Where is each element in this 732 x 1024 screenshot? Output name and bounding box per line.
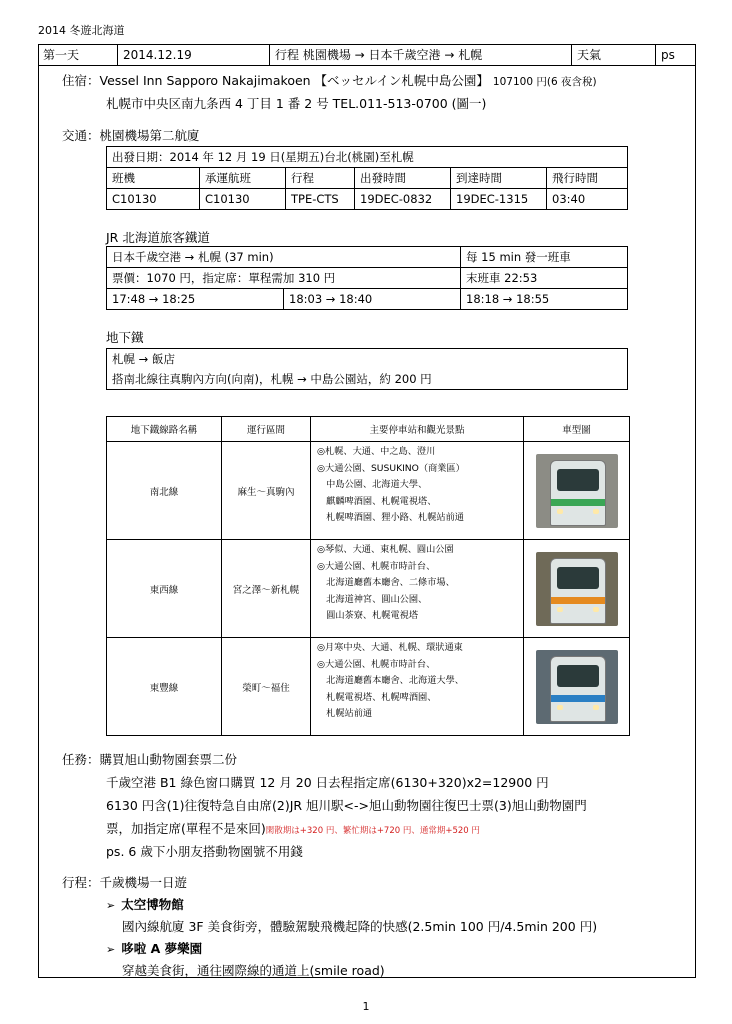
flight-cell: C10130 xyxy=(200,189,286,210)
flight-header-row xyxy=(107,168,628,189)
hotel-name: Vessel Inn Sapporo Nakajimakoen 【ベッセルイン札幌中島公園】 xyxy=(99,73,489,88)
jr-fare: 票價：1070 円，指定席：單程需加 310 円 xyxy=(107,268,461,289)
day-header-row xyxy=(38,44,696,66)
lodging-label: 住宿： xyxy=(62,73,100,88)
transport-title: 桃園機場第二航廈 xyxy=(99,128,200,143)
stop-line: 札幌電視塔、札幌啤酒園、 xyxy=(317,691,437,703)
flight-header-cell: 飛行時間 xyxy=(547,168,628,189)
route-text: 桃園機場 → 日本千歲空港 → 札幌 xyxy=(302,48,483,62)
hotel-price: 107100 円(6 夜含稅) xyxy=(492,76,597,88)
subway-line2: 搭南北線往真駒內方向(向南)，札幌 → 中島公園站，約 200 円 xyxy=(107,369,628,390)
itinerary-item-name: 太空博物館 xyxy=(121,897,184,912)
stop-line: ◎琴似、大通、東札幌、圓山公園 xyxy=(317,544,454,555)
subway-lines-table xyxy=(106,416,630,736)
train-image-cell xyxy=(524,540,630,638)
stop-line: 麒麟啤酒園、札幌電視塔、 xyxy=(317,495,437,507)
subway-header-cell: 運行區間 xyxy=(222,417,311,442)
line-stops xyxy=(311,540,524,638)
itinerary-item-name: 哆啦 A 夢樂園 xyxy=(121,941,203,956)
route-cell xyxy=(270,44,572,65)
stop-line: ◎大通公園、札幌市時計台、 xyxy=(317,658,436,670)
task-detail-2: 6130 円含(1)往復特急自由席(2)JR 旭川駅<->旭山動物園往復巴士票(3)旭山動物園門 xyxy=(106,798,587,813)
ps-cell: ps xyxy=(661,48,675,62)
subway-header-cell: 主要停車站和觀光景點 xyxy=(311,417,524,442)
stop-line: 圓山茶寮、札幌電視塔 xyxy=(317,610,419,621)
transport-label: 交通： xyxy=(62,128,100,143)
line-name: 東豐線 xyxy=(107,638,222,736)
jr-time: 18:18 → 18:55 xyxy=(461,289,628,310)
flight-cell: 19DEC-0832 xyxy=(355,189,451,210)
task-detail-4: ps. 6 歲下小朋友搭動物園號不用錢 xyxy=(106,844,303,859)
train-image-cell xyxy=(524,442,630,540)
weather-cell: 天氣 xyxy=(572,44,656,65)
stop-line: 北海道廳舊本廳舍、二條市場、 xyxy=(317,577,455,588)
task-label: 任務： xyxy=(62,752,100,767)
line-stops xyxy=(311,638,524,736)
stop-line: ◎大通公園、SUSUKINO（商業區） xyxy=(317,462,465,474)
jr-title: JR 北海道旅客鐵道 xyxy=(106,230,210,245)
hotel-address: 札幌市中央区南九条西 4 丁目 1 番 2 号 TEL.011-513-0700 (圖一) xyxy=(106,96,487,111)
flight-header-cell: 行程 xyxy=(286,168,355,189)
stop-line: 北海道廳舊本廳舍、北海道大學、 xyxy=(317,675,464,686)
subway-row xyxy=(107,638,630,736)
stop-line: ◎月寒中央、大通、札幌、環狀通東 xyxy=(317,642,463,653)
stop-line: ◎大通公園、札幌市時計台、 xyxy=(317,560,436,572)
task-detail-1: 千歲空港 B1 綠色窗口購買 12 月 20 日去程指定席(6130+320)x2=12900 円 xyxy=(106,775,549,790)
stop-line: 中島公園、北海道大學、 xyxy=(317,479,428,490)
jr-frequency: 每 15 min 發一班車 xyxy=(461,247,628,268)
train-image-cell xyxy=(524,638,630,736)
arrow-bullet-icon: ➢ xyxy=(106,943,116,956)
jr-time: 18:03 → 18:40 xyxy=(284,289,461,310)
subway-row xyxy=(107,442,630,540)
line-name: 東西線 xyxy=(107,540,222,638)
date-cell: 2014.12.19 xyxy=(118,44,270,65)
flight-cell: 19DEC-1315 xyxy=(451,189,547,210)
jr-table xyxy=(106,246,628,310)
subway-box xyxy=(106,348,628,390)
itinerary-title: 千歲機場一日遊 xyxy=(99,875,188,890)
flight-cell: TPE-CTS xyxy=(286,189,355,210)
stop-line: 北海道神宮、圓山公園、 xyxy=(317,593,428,605)
line-section: 榮町～福住 xyxy=(222,638,311,736)
subway-train-orange-icon xyxy=(536,552,618,626)
task-title: 購買旭山動物園套票二份 xyxy=(99,752,238,767)
flight-data-row xyxy=(107,189,628,210)
document-title: 2014 冬遊北海道 xyxy=(38,24,125,37)
subway-train-green-icon xyxy=(536,454,618,528)
route-label: 行程 xyxy=(275,48,300,62)
line-section: 宮之澤～新札幌 xyxy=(222,540,311,638)
task-detail-3 xyxy=(106,819,480,837)
jr-last-train: 末班車 22:53 xyxy=(461,268,628,289)
line-name: 南北線 xyxy=(107,442,222,540)
transport-line xyxy=(62,126,200,144)
stop-line: 札幌啤酒園、狸小路、札幌站前通 xyxy=(317,512,464,523)
flight-caption: 出發日期：2014 年 12 月 19 日(星期五)台北(桃園)至札幌 xyxy=(107,147,628,168)
flight-header-cell: 班機 xyxy=(107,168,200,189)
task-detail-3-text: 票，加指定席(單程不是來回) xyxy=(106,821,266,836)
subway-row xyxy=(107,540,630,638)
itinerary-item xyxy=(106,895,184,913)
itinerary-line xyxy=(62,873,187,891)
itinerary-item xyxy=(106,939,202,957)
flight-table xyxy=(106,146,628,210)
subway-line1: 札幌 → 飯店 xyxy=(107,349,628,370)
line-section: 麻生～真駒內 xyxy=(222,442,311,540)
arrow-bullet-icon: ➢ xyxy=(106,899,116,912)
flight-cell: 03:40 xyxy=(547,189,628,210)
task-line xyxy=(62,750,237,768)
flight-header-cell: 承運航班 xyxy=(200,168,286,189)
lodging-line xyxy=(62,71,597,89)
page-number: 1 xyxy=(362,1000,370,1013)
jr-route: 日本千歲空港 → 札幌 (37 min) xyxy=(107,247,461,268)
day-label: 第一天 xyxy=(38,44,118,65)
season-price-note: 閑散期は+320 円、繁忙期は+720 円、通常期+520 円 xyxy=(265,826,480,836)
subway-table-header xyxy=(107,417,630,442)
itinerary-item-desc: 國內線航廈 3F 美食街旁，體驗駕駛飛機起降的快感(2.5min 100 円/4.5min 200 円) xyxy=(122,919,598,934)
itinerary-label: 行程： xyxy=(62,875,100,890)
stop-line: ◎札幌、大通、中之島、澄川 xyxy=(317,446,436,457)
itinerary-item-desc: 穿越美食街，通往國際線的通道上(smile road) xyxy=(122,963,385,978)
stop-line: 札幌站前通 xyxy=(317,708,373,719)
flight-cell: C10130 xyxy=(107,189,200,210)
flight-header-cell: 到達時間 xyxy=(451,168,547,189)
jr-time: 17:48 → 18:25 xyxy=(107,289,284,310)
subway-header-cell: 車型圖 xyxy=(524,417,630,442)
flight-header-cell: 出發時間 xyxy=(355,168,451,189)
line-stops xyxy=(311,442,524,540)
subway-header-cell: 地下鐵線路名稱 xyxy=(107,417,222,442)
subway-title: 地下鐵 xyxy=(106,330,144,345)
subway-train-blue-icon xyxy=(536,650,618,724)
